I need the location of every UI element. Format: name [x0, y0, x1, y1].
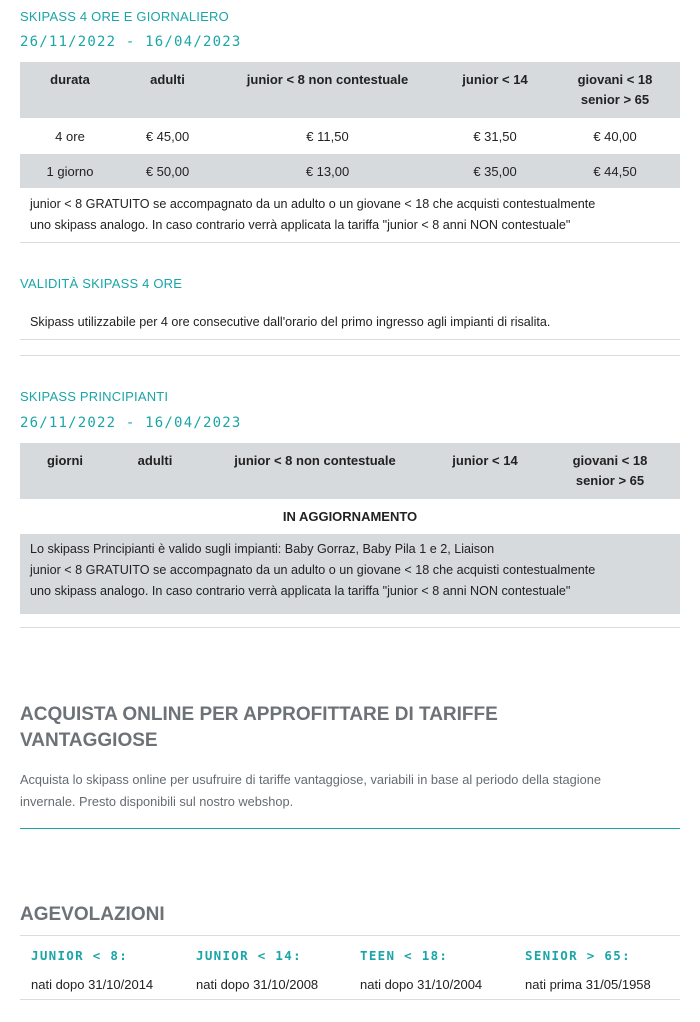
note-line: junior < 8 GRATUITO se accompagnato da un adulto o un giovane < 18 che acquisti contestualmente: [30, 197, 596, 211]
divider: [20, 355, 680, 356]
note-line: junior < 8 GRATUITO se accompagnato da un adulto o un giovane < 18 che acquisti contestualmente: [30, 563, 596, 577]
col-header-junior8: junior < 8 non contestuale: [200, 443, 430, 499]
note-line: Lo skipass Principianti è valido sugli impianti: Baby Gorraz, Baby Pila 1 e 2, Liaison: [30, 542, 495, 556]
principianti-note: [20, 534, 680, 614]
acquista-text-line: Acquista lo skipass online per usufruire di tariffe vantaggiose, variabili in base al periodo della stagione: [20, 772, 601, 787]
cell-durata: 1 giorno: [20, 154, 120, 188]
status-row: [20, 499, 680, 534]
acquista-text-line: invernale. Presto disponibili sul nostro webshop.: [20, 794, 294, 809]
col-header-senior: senior > 65: [580, 92, 650, 107]
cell-junior14: € 31,50: [473, 128, 517, 144]
cell-junior8: € 11,50: [306, 128, 349, 144]
cell-adulti: € 45,00: [145, 128, 190, 144]
agevolazioni-title: AGEVOLAZIONI: [20, 904, 165, 925]
cell-giovani-senior: € 40,00: [593, 128, 637, 144]
col-header-giovani: giovani < 18: [572, 453, 648, 468]
status-cell: IN AGGIORNAMENTO: [282, 509, 418, 524]
cell-junior8: € 13,00: [215, 154, 440, 188]
col-header-giovani: giovani < 18: [577, 72, 653, 87]
col-header-junior14: junior < 14: [430, 443, 540, 499]
col-header-senior: senior > 65: [575, 473, 645, 488]
col-header-giovani-senior: [540, 443, 680, 499]
acquista-title-line: VANTAGGIOSE: [20, 730, 158, 751]
divider: [20, 935, 680, 936]
acquista-text: [20, 769, 680, 813]
table-header-row: [20, 443, 680, 499]
agevolazione-item: [196, 948, 318, 992]
note-line: uno skipass analogo. In caso contrario verrà applicata la tariffa "junior < 8 anni NON contestuale": [30, 218, 571, 232]
divider: [20, 339, 680, 340]
note-line: uno skipass analogo. In caso contrario verrà applicata la tariffa "junior < 8 anni NON contestuale": [30, 584, 571, 598]
validita-title: VALIDITÀ SKIPASS 4 ORE: [20, 276, 183, 291]
agevolazione-label: SENIOR > 65:: [525, 948, 631, 963]
col-header-adulti: adulti: [110, 443, 200, 499]
cell-durata: 4 ore: [55, 128, 85, 144]
cell-adulti: € 50,00: [120, 154, 215, 188]
skipass-dates: 26/11/2022 - 16/04/2023: [20, 34, 242, 50]
divider: [20, 828, 680, 829]
col-header-giorni: giorni: [20, 443, 110, 499]
principianti-title: SKIPASS PRINCIPIANTI: [20, 389, 169, 404]
agevolazione-label: JUNIOR < 14:: [196, 948, 302, 963]
table-row: [20, 118, 680, 154]
col-header-durata: durata: [20, 62, 120, 118]
principianti-price-table: [20, 443, 680, 534]
agevolazione-label: JUNIOR < 8:: [31, 948, 129, 963]
divider: [20, 627, 680, 628]
acquista-title-line: ACQUISTA ONLINE PER APPROFITTARE DI TARIFFE: [20, 704, 498, 725]
table-row: [20, 154, 680, 188]
principianti-dates: 26/11/2022 - 16/04/2023: [20, 415, 242, 431]
agevolazione-value: nati dopo 31/10/2004: [360, 977, 483, 992]
agevolazione-value: nati prima 31/05/1958: [525, 977, 651, 992]
cell-junior14: € 35,00: [440, 154, 550, 188]
acquista-title: [20, 702, 620, 754]
agevolazione-value: nati dopo 31/10/2014: [31, 977, 154, 992]
skipass-note: [20, 194, 670, 236]
col-header-junior8: junior < 8 non contestuale: [215, 62, 440, 118]
agevolazione-value: nati dopo 31/10/2008: [196, 977, 319, 992]
col-header-junior14: junior < 14: [440, 62, 550, 118]
col-header-adulti: adulti: [120, 62, 215, 118]
cell-giovani-senior: € 44,50: [550, 154, 680, 188]
agevolazione-item: [525, 948, 651, 992]
divider: [20, 999, 680, 1000]
agevolazione-label: TEEN < 18:: [360, 948, 449, 963]
agevolazione-item: [31, 948, 153, 992]
col-header-giovani-senior: [550, 62, 680, 118]
skipass-price-table: [20, 62, 680, 188]
table-header-row: [20, 62, 680, 118]
divider: [20, 242, 680, 243]
validita-text: Skipass utilizzabile per 4 ore consecutive dall'orario del primo ingresso agli impianti di risalita.: [30, 315, 551, 329]
agevolazione-item: [360, 948, 482, 992]
skipass-title: SKIPASS 4 ORE E GIORNALIERO: [20, 9, 229, 24]
